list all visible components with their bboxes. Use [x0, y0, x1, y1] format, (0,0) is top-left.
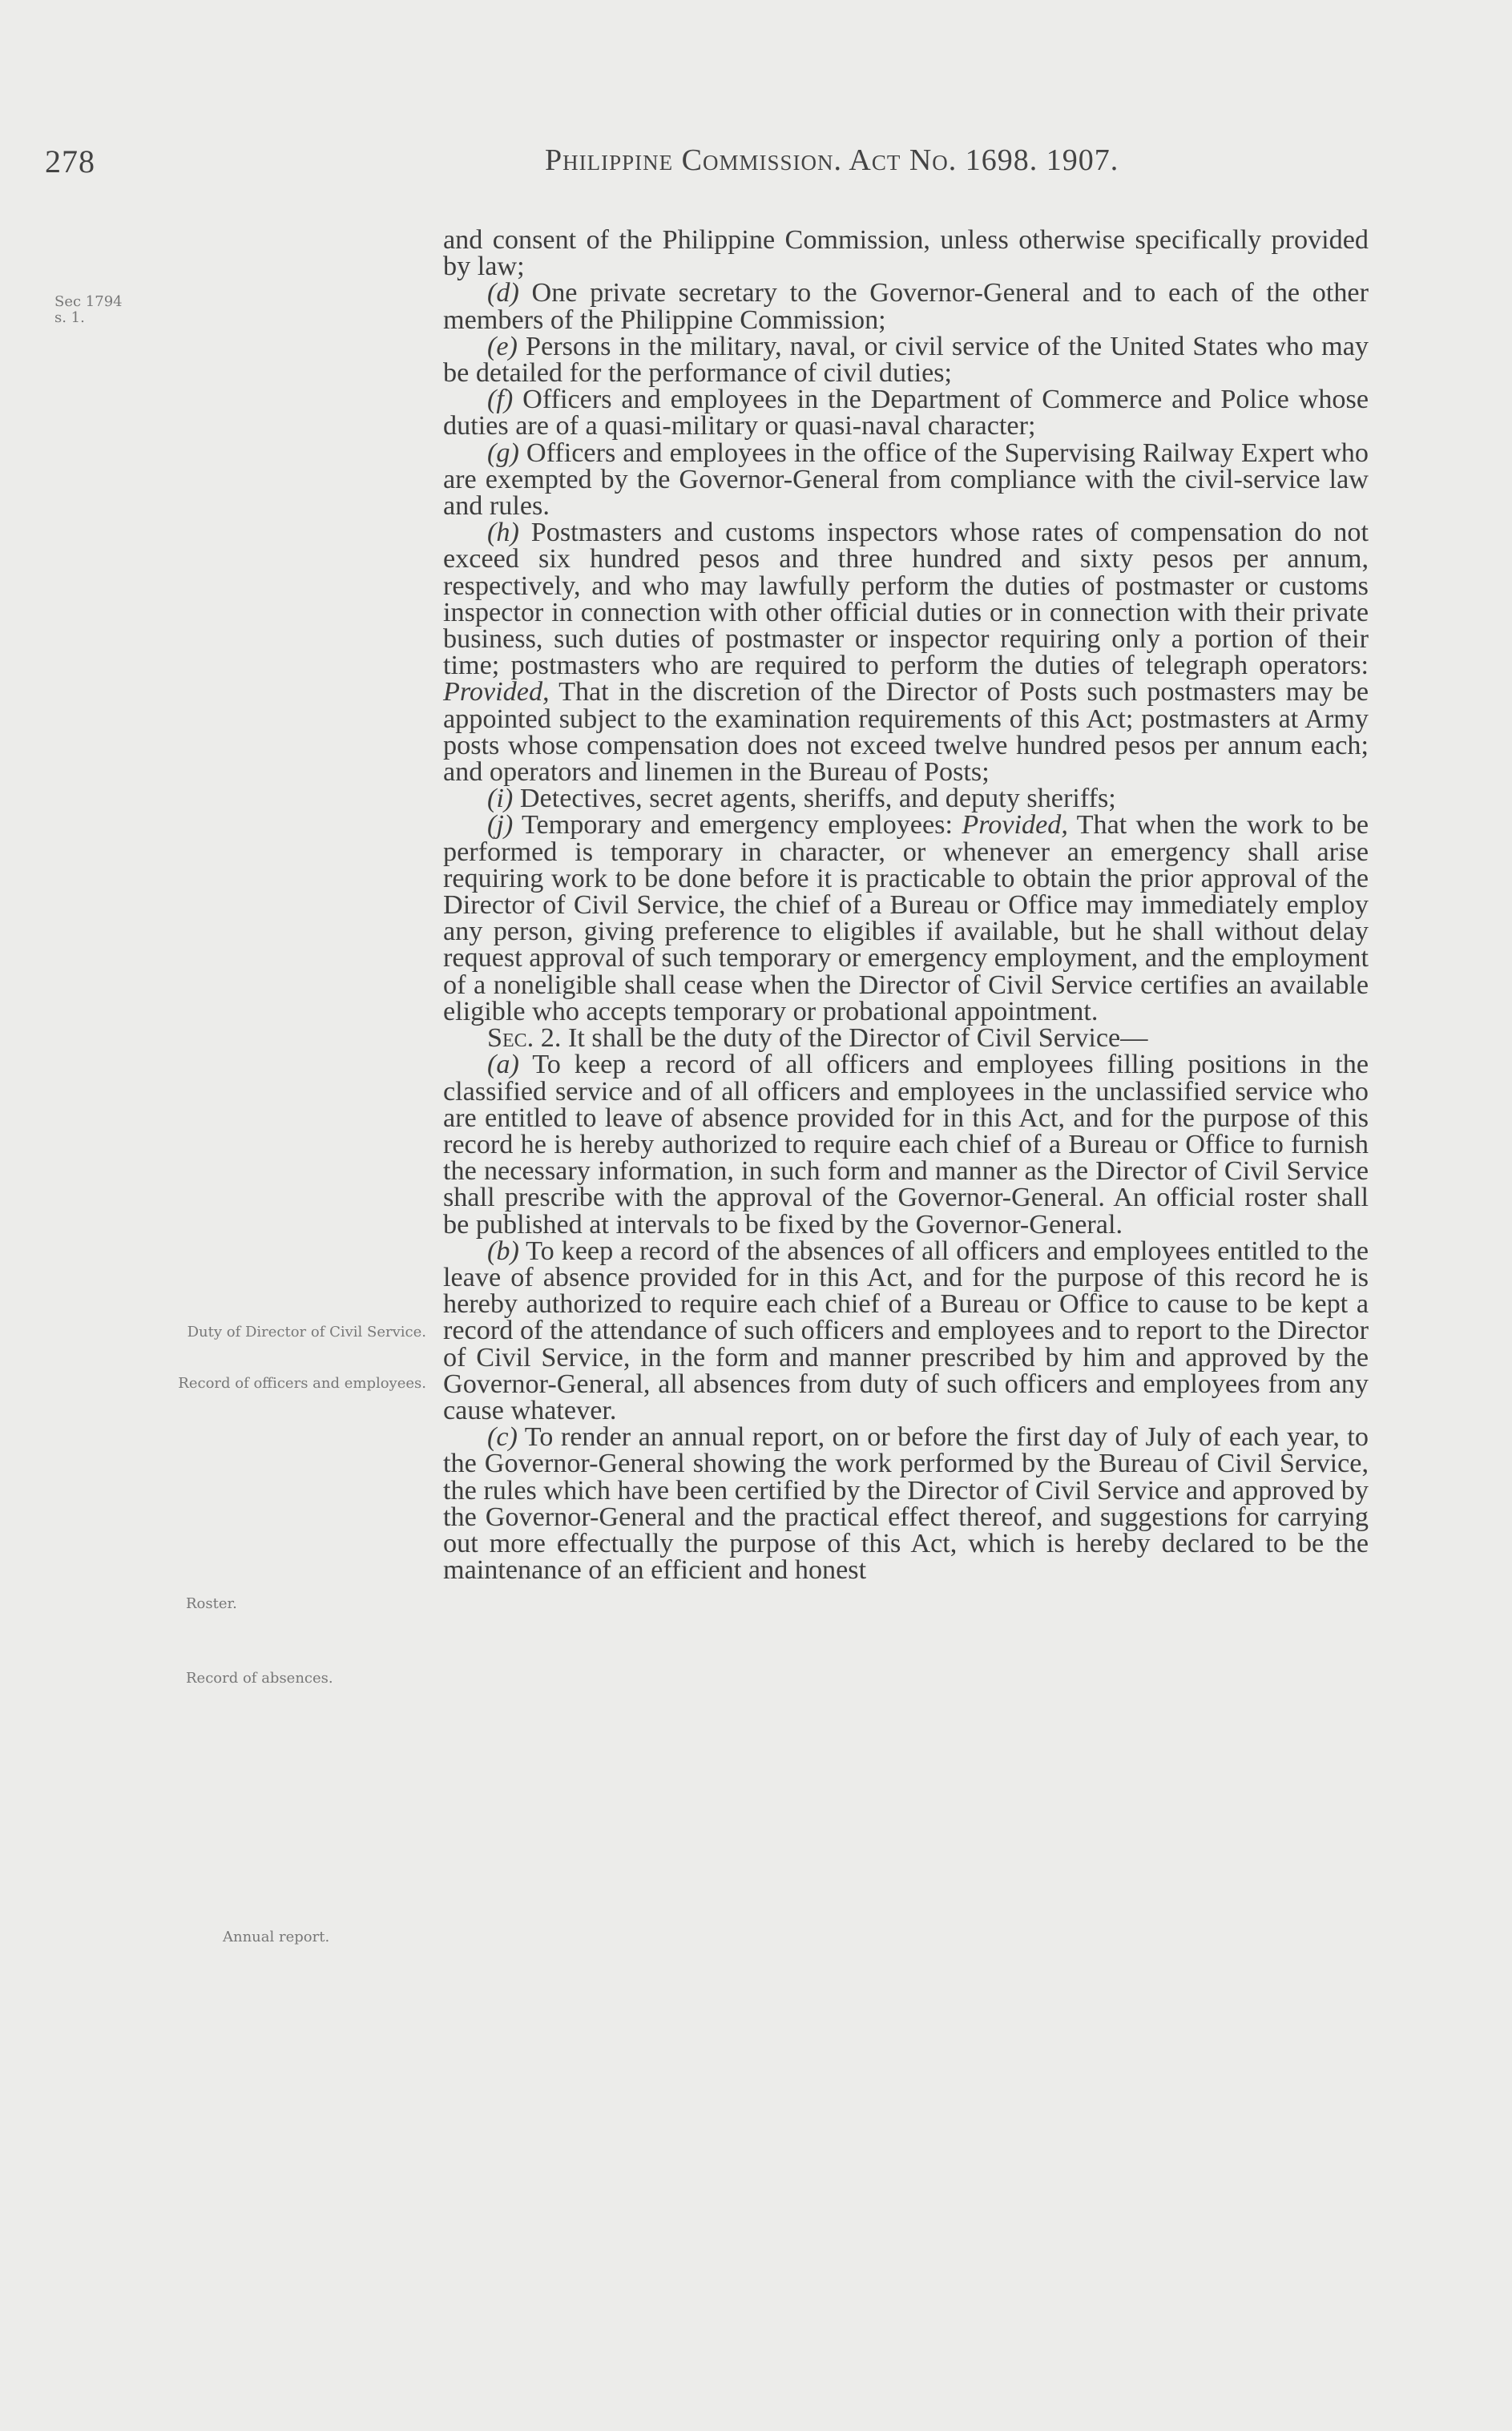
proviso-word: Provided, — [962, 810, 1068, 841]
clause-j — [443, 812, 1369, 1025]
paragraph-text: and consent of the Philippine Commission, unless otherwise specifically provided by law; — [443, 225, 1369, 282]
clause-text: Detectives, secret agents, sheriffs, and deputy sheriffs; — [513, 784, 1116, 814]
clause-i — [443, 785, 1369, 812]
section-2-heading — [443, 1023, 1369, 1054]
clause-letter: (e) — [487, 331, 518, 361]
clause-letter: (c) — [487, 1422, 518, 1453]
clause-g — [443, 437, 1369, 522]
clause-letter: (f) — [487, 385, 514, 415]
clause-text: To render an annual report, on or before the first day of July of each year, to the Governor-General showing the work performed by the Bureau of Civil Service, the rules which have been certified by the Director of Civil Service and approved by the Governor-General and the practical effect thereof, and suggestions for carrying out more effectually the purpose of this Act, which is hereby declared to be the maintenance of an efficient and honest — [443, 1422, 1369, 1586]
clause-letter: (d) — [487, 278, 519, 308]
margin-note-duty: Duty of Director of Civil Service. — [187, 1324, 426, 1340]
clause-text: Persons in the military, naval, or civil service of the United States who may be detailed for the performance of civil duties; — [443, 331, 1369, 389]
clause-letter: (h) — [487, 518, 519, 548]
clause-h — [443, 518, 1369, 788]
clause-text: To keep a record of all officers and employees filling positions in the classified service and of all officers and employees in the unclassified service who are entitled to leave of absence provided for in this Act, and for the purpose of this record he is hereby authorized to require each chief of a Bureau or Office to furnish the necessary information, in such form and manner as the Director of Civil Service shall prescribe with the approval of the Governor-General. An official roster shall be published at intervals to be fixed by the Governor-General. — [443, 1050, 1369, 1240]
paragraph-continuation — [443, 227, 1369, 280]
margin-note-absences: Record of absences. — [186, 1670, 333, 1687]
clause-letter: (j) — [487, 810, 514, 841]
clause-text: Officers and employees in the office of the Supervising Railway Expert who are exempted by the Governor-General from compliance with the civil-service law and rules. — [443, 437, 1369, 522]
clause-letter: (g) — [487, 437, 519, 468]
clause-letter: (b) — [487, 1236, 519, 1266]
body-text — [443, 225, 1369, 1586]
clause-text: That in the discretion of the Director of Posts such postmasters may be appointed subject to the examination requirements of this Act; postmasters at Army posts whose compensation does not exceed twelve hundred pesos per annum each; and operators and linemen in the Bureau of Posts; — [443, 677, 1369, 788]
margin-note-record: Record of officers and employees. — [178, 1375, 426, 1392]
section-text: It shall be the duty of the Director of Civil Service— — [561, 1023, 1148, 1054]
clause-text: Postmasters and customs inspectors whose rates of compensation do not exceed six hundred pesos and three hundred and sixty pesos per annum, respectively, and who may lawfully perform the duties of postmaster or customs inspector in connection with other official duties or in connection with their private business, such duties of postmaster or inspector requiring only a portion of their time; postmasters who are required to perform the duties of telegraph operators: — [443, 518, 1369, 681]
clause-f — [443, 386, 1369, 439]
clause-text: Temporary and emergency employees: — [513, 810, 962, 841]
margin-note-section-reference: Sec 1794 s. 1. — [54, 293, 123, 326]
clause-letter: (a) — [487, 1050, 519, 1080]
clause-b — [443, 1238, 1369, 1424]
clause-a — [443, 1050, 1369, 1240]
running-head: Philippine Commission. Act No. 1698. 1907. — [545, 143, 1119, 177]
margin-note-annual: Annual report. — [223, 1929, 330, 1945]
clause-text: Officers and employees in the Department of Commerce and Police whose duties are of a quasi-military or quasi-naval character; — [443, 385, 1369, 441]
margin-note-roster: Roster. — [186, 1595, 237, 1612]
clause-letter: (i) — [487, 784, 514, 814]
section-label: Sec. 2. — [487, 1023, 562, 1054]
clause-text: One private secretary to the Governor-General and to each of the other members of the Philippine Commission; — [443, 278, 1369, 335]
clause-text: To keep a record of the absences of all officers and employees entitled to the leave of absence provided for in this Act, and for the purpose of this record he is hereby authorized to require each chief of a Bureau or Office to cause to be kept a record of the attendance of such officers and employees and to report to the Director of Civil Service, in the form and manner prescribed by him and approved by the Governor-General, all absences from duty of such officers and employees from any cause whatever. — [443, 1236, 1369, 1425]
clause-e — [443, 331, 1369, 389]
page-number: 278 — [45, 143, 95, 179]
proviso-word: Provided, — [443, 677, 550, 708]
clause-c — [443, 1422, 1369, 1586]
clause-d — [443, 280, 1369, 333]
clause-text: That when the work to be performed is temporary in character, or whenever an emergency shall arise requiring work to be done before it is practicable to obtain the prior approval of the Director of Civil Service, the chief of a Bureau or Office may immediately employ any person, giving preference to eligibles if available, but he shall without delay request approval of such temporary or emergency employment, and the employment of a noneligible shall cease when the Director of Civil Service certifies an available eligible who accepts temporary or probational appointment. — [443, 810, 1369, 1026]
